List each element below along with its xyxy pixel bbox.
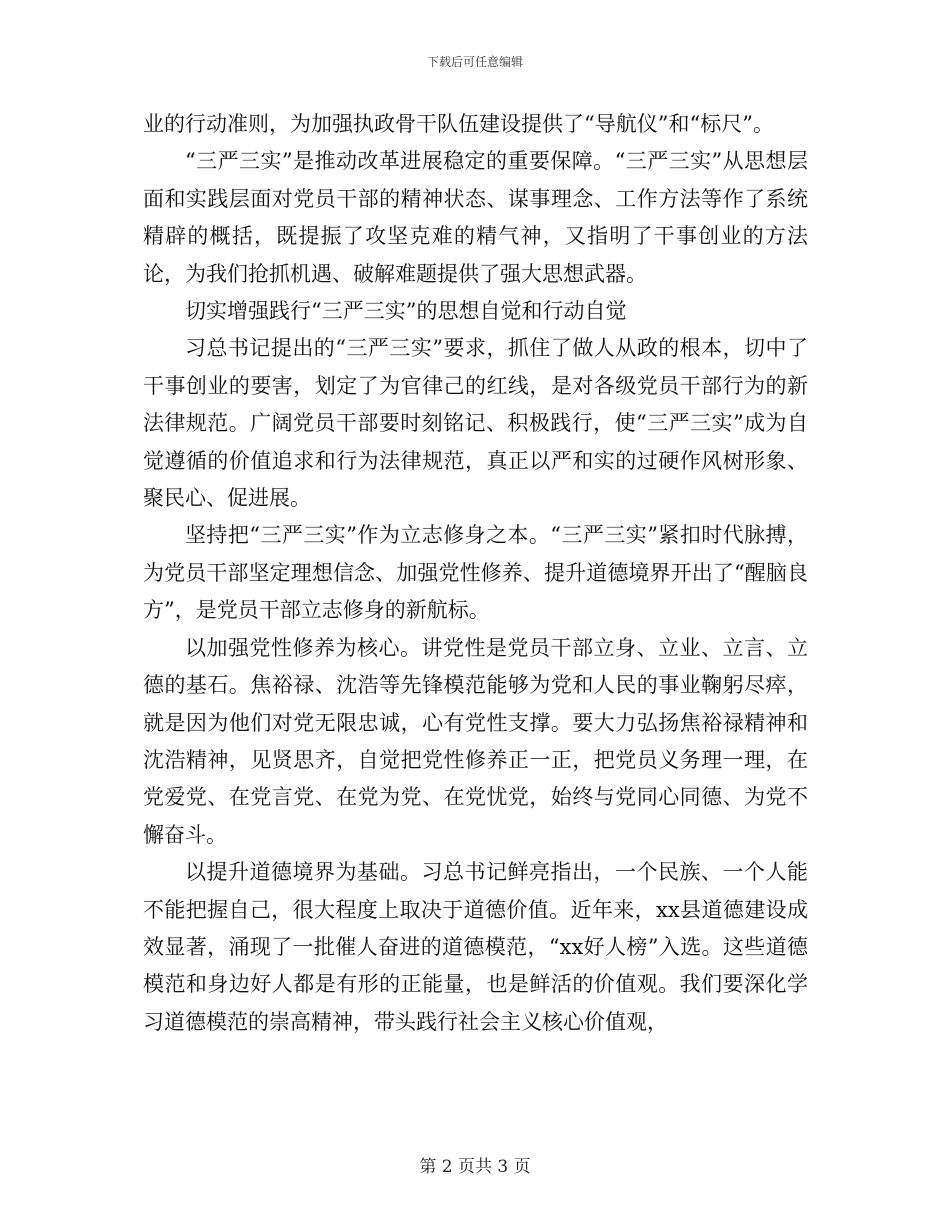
paragraph: 坚持把“三严三实”作为立志修身之本。“三严三实”紧扣时代脉搏，为党员干部坚定理想信念、加强党性修养、提升道德境界开出了“醒脑良方”，是党员干部立志修身的新航标。 <box>143 523 808 623</box>
paragraph: 以提升道德境界为基础。习总书记鲜亮指出，一个民族、一个人能不能把握自己，很大程度上取决于道德价值。近年来，xx县道德建设成效显著，涌现了一批催人奋进的道德模范，“xx好人榜”入选。这些道德模范和身边好人都是有形的正能量，也是鲜活的价值观。我们要深化学习道德模范的崇高精神，带头践行社会主义核心价值观， <box>143 860 808 1034</box>
paragraph: 习总书记提出的“三严三实”要求，抓住了做人从政的根本，切中了干事创业的要害，划定了为官律己的红线，是对各级党员干部行为的新法律规范。广阔党员干部要时刻铭记、积极践行，使“三严三实”成为自觉遵循的价值追求和行为法律规范，真正以严和实的过硬作风树形象、聚民心、促进展。 <box>143 336 808 511</box>
section-heading: 切实增强践行“三严三实”的思想自觉和行动自觉 <box>185 299 627 324</box>
page-number: 第 2 页共 3 页 <box>419 1157 531 1177</box>
paragraph: 以加强党性修养为核心。讲党性是党员干部立身、立业、立言、立德的基石。焦裕禄、沈浩等先锋模范能够为党和人民的事业鞠躬尽瘁，就是因为他们对党无限忠诚，心有党性支撑。要大力弘扬焦裕禄精神和沈浩精神，见贤思齐，自觉把党性修养正一正，把党员义务理一理，在党爱党、在党言党、在党为党、在党忧党，始终与党同心同德、为党不懈奋斗。 <box>143 635 808 847</box>
paragraph: “三严三实”是推动改革进展稳定的重要保障。“三严三实”从思想层面和实践层面对党员干部的精神状态、谋事理念、工作方法等作了系统精辟的概括，既提振了攻坚克难的精气神，又指明了干事创业的方法论，为我们抢抓机遇、破解难题提供了强大思想武器。 <box>143 149 808 286</box>
document-body <box>143 106 808 1041</box>
page-header-note: 下载后可任意编辑 <box>426 55 523 69</box>
paragraph: 业的行动准则，为加强执政骨干队伍建设提供了“导航仪”和“标尺”。 <box>143 112 774 136</box>
